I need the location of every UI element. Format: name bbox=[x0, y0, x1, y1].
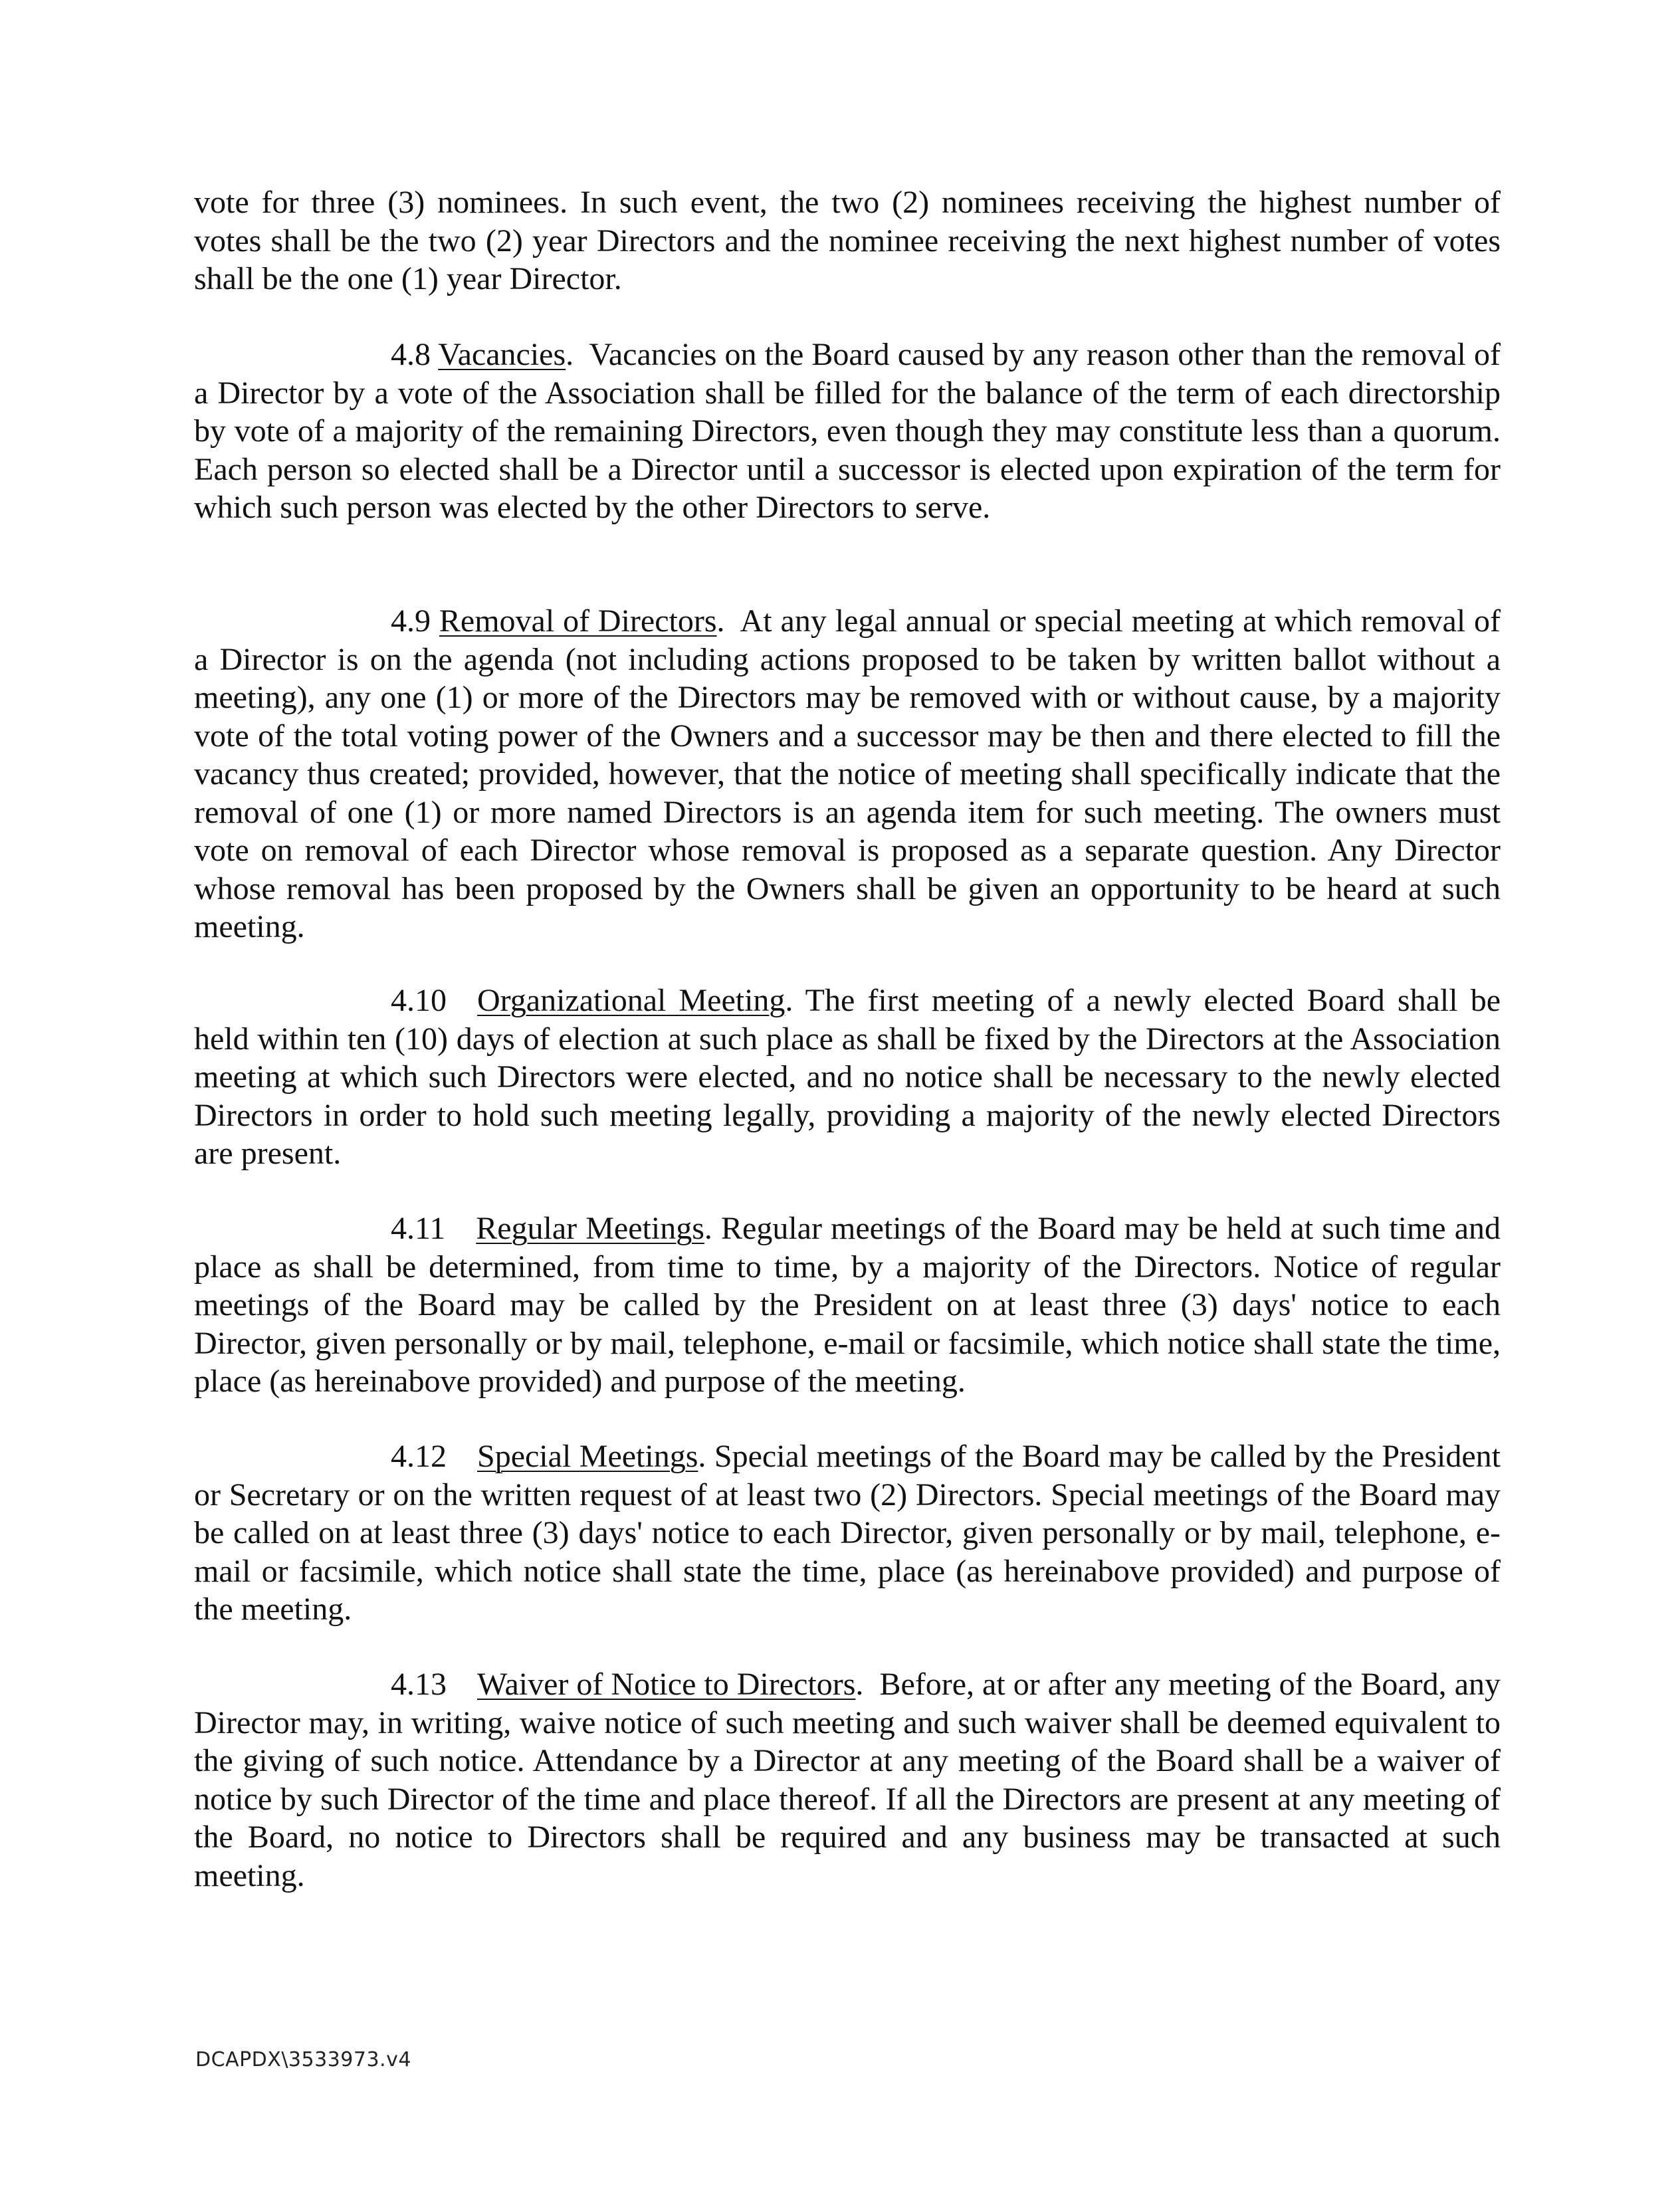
section-body: Before, at or after any meeting of the Board, any Director may, in writing, waive notice of such meeting and such waiver shall be deemed equivalent to the giving of such notice. Attendance by a Director at any meeting of the Board shall be a waiver of notice by such Director of the time and place thereof. If all the Directors are present at any meeting of the Board, no notice to Directors shall be required and any business may be transacted at such meeting. bbox=[194, 1667, 1501, 1893]
section-heading: Regular Meetings bbox=[476, 1211, 704, 1246]
section-heading: Vacancies bbox=[438, 337, 566, 372]
section-body: Vacancies on the Board caused by any reason other than the removal of a Director by a vote of the Association shall be filled for the balance of the term of each directorship by vote of a majority of the remaining Directors, even though they may constitute less than a quorum. Each person so elected shall be a Director until a successor is elected upon expiration of the term for which such person was elected by the other Directors to serve. bbox=[194, 337, 1501, 525]
section-4-12: 4.12 Special Meetings. Special meetings of the Board may be called by the President or Secretary or on the written request of at least two (2) Directors. Special meetings of the Board may be called on at least three (3) days' notice to each Director, given personally or by mail, telephone, e-mail or facsimile, which notice shall state the time, place (as hereinabove provided) and purpose of the meeting. bbox=[194, 1439, 1501, 1627]
section-heading: Removal of Directors bbox=[439, 603, 717, 639]
section-4-13: 4.13 Waiver of Notice to Directors. Before, at or after any meeting of the Board, any Director may, in writing, waive notice of such meeting and such waiver shall be deemed equivalent to the giving of such notice. Attendance by a Director at any meeting of the Board shall be a waiver of notice by such Director of the time and place thereof. If all the Directors are present at any meeting of the Board, no notice to Directors shall be required and any business may be transacted at such meeting. bbox=[194, 1667, 1501, 1893]
section-heading: Organizational Meeting bbox=[477, 983, 786, 1018]
section-heading: Special Meetings bbox=[477, 1439, 698, 1474]
section-body: The first meeting of a newly elected Board shall be held within ten (10) days of election at such place as shall be fixed by the Directors at the Association meeting at which such Directors were elected, and no notice shall be necessary to the newly elected Directors in order to hold such meeting legally, providing a majority of the newly elected Directors are present. bbox=[194, 983, 1501, 1171]
section-body: At any legal annual or special meeting at which removal of a Director is on the agenda (not including actions proposed to be taken by written ballot without a meeting), any one (1) or more of the Directors may be removed with or without cause, by a majority vote of the total voting power of the Owners and a successor may be then and there elected to fill the vacancy thus created; provided, however, that the notice of meeting shall specifically indicate that the removal of one (1) or more named Directors is an agenda item for such meeting. The owners must vote on removal of each Director whose removal is proposed as a separate question. Any Director whose removal has been proposed by the Owners shall be given an opportunity to be heard at such meeting. bbox=[194, 603, 1501, 944]
section-4-11: 4.11 Regular Meetings. Regular meetings of the Board may be held at such time and place as shall be determined, from time to time, by a majority of the Directors. Notice of regular meetings of the Board may be called by the President on at least three (3) days' notice to each Director, given personally or by mail, telephone, e-mail or facsimile, which notice shall state the time, place (as hereinabove provided) and purpose of the meeting. bbox=[194, 1211, 1501, 1399]
section-number: 4.9 bbox=[391, 603, 431, 639]
section-body: Special meetings of the Board may be called by the President or Secretary or on the written request of at least two (2) Directors. Special meetings of the Board may be called on at least three (3) days' notice to each Director, given personally or by mail, telephone, e-mail or facsimile, which notice shall state the time, place (as hereinabove provided) and purpose of the meeting. bbox=[194, 1439, 1501, 1627]
section-4-10: 4.10 Organizational Meeting. The first meeting of a newly elected Board shall be held within ten (10) days of election at such place as shall be fixed by the Directors at the Association meeting at which such Directors were elected, and no notice shall be necessary to the newly elected Directors in order to hold such meeting legally, providing a majority of the newly elected Directors are present. bbox=[194, 983, 1501, 1171]
section-number: 4.12 bbox=[391, 1439, 447, 1474]
document-id-footer: DCAPDX\3533973.v4 bbox=[195, 2048, 411, 2071]
section-number: 4.11 bbox=[391, 1211, 446, 1246]
section-4-8: 4.8 Vacancies. Vacancies on the Board caused by any reason other than the removal of a Director by a vote of the Association shall be filled for the balance of the term of each directorship by vote of a majority of the remaining Directors, even though they may constitute less than a quorum. Each person so elected shall be a Director until a successor is elected upon expiration of the term for which such person was elected by the other Directors to serve. bbox=[194, 337, 1501, 525]
section-body: Regular meetings of the Board may be held at such time and place as shall be determined, from time to time, by a majority of the Directors. Notice of regular meetings of the Board may be called by the President on at least three (3) days' notice to each Director, given personally or by mail, telephone, e-mail or facsimile, which notice shall state the time, place (as hereinabove provided) and purpose of the meeting. bbox=[194, 1211, 1501, 1399]
section-heading: Waiver of Notice to Directors bbox=[477, 1667, 856, 1702]
section-number: 4.8 bbox=[391, 337, 431, 372]
section-number: 4.10 bbox=[391, 983, 447, 1018]
intro-paragraph: vote for three (3) nominees. In such event, the two (2) nominees receiving the highest number of votes shall be the two (2) year Directors and the nominee receiving the next highest number of votes shall be the one (1) year Director. bbox=[194, 185, 1501, 296]
section-number: 4.13 bbox=[391, 1667, 447, 1702]
section-4-9: 4.9 Removal of Directors. At any legal annual or special meeting at which removal of a Director is on the agenda (not including actions proposed to be taken by written ballot without a meeting), any one (1) or more of the Directors may be removed with or without cause, by a majority vote of the total voting power of the Owners and a successor may be then and there elected to fill the vacancy thus created; provided, however, that the notice of meeting shall specifically indicate that the removal of one (1) or more named Directors is an agenda item for such meeting. The owners must vote on removal of each Director whose removal is proposed as a separate question. Any Director whose removal has been proposed by the Owners shall be given an opportunity to be heard at such meeting. bbox=[194, 603, 1501, 944]
